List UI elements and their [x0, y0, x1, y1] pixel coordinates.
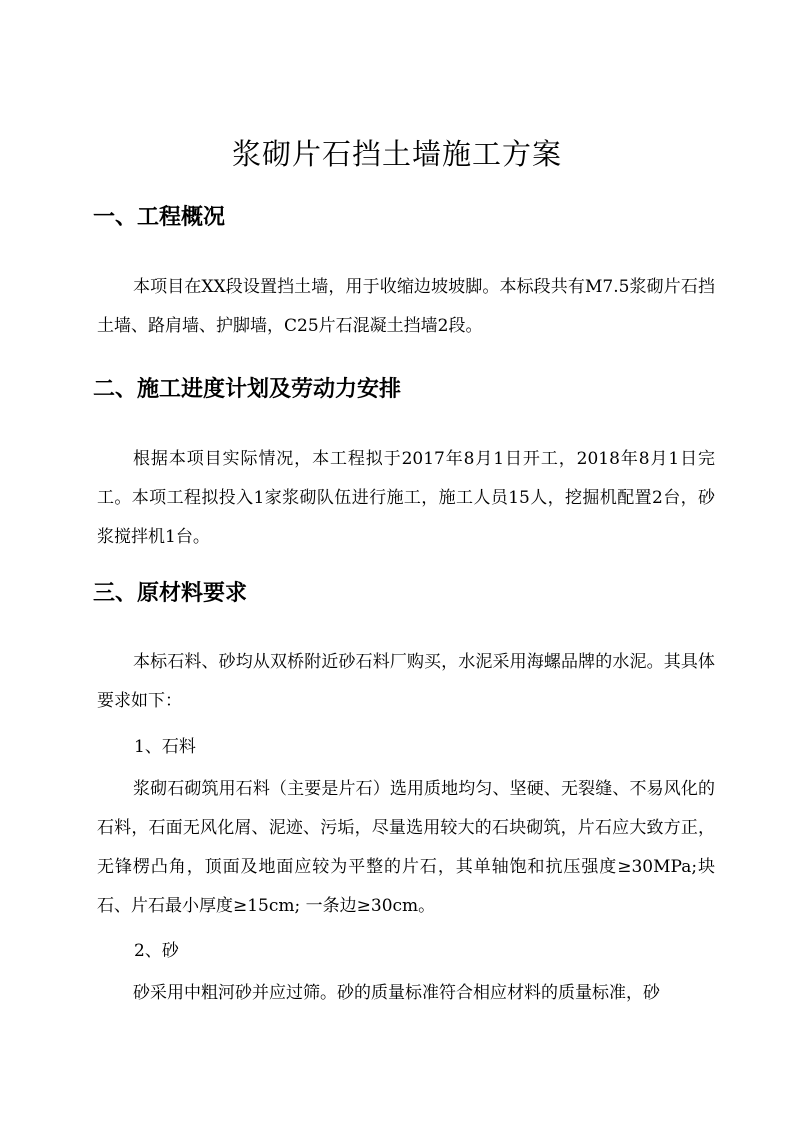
section-heading-schedule: 二、施工进度计划及劳动力安排	[93, 377, 402, 402]
section-paragraph-overview: 本项目在XX段设置挡土墙，用于收缩边坡坡脚。本标段共有M7.5浆砌片石挡土墙、路肩墙、护脚墙，C25片石混凝土挡墙2段。	[97, 277, 715, 336]
section-heading-materials: 三、原材料要求	[93, 581, 248, 606]
section-paragraph-materials: 本标石料、砂均从双桥附近砂石料厂购买，水泥采用海螺品牌的水泥。其具体要求如下：	[97, 652, 715, 711]
subsection-text-stone: 浆砌石砌筑用石料（主要是片石）选用质地均匀、坚硬、无裂缝、不易风化的石料，石面无风化屑、泥迹、污垢，尽量选用较大的石块砌筑，片石应大致方正，无锋楞凸角，顶面及地面应较为平整的片石，其单轴饱和抗压强度≥30MPa;块石、片石最小厚度≥15cm; 一条边≥30cm。	[97, 779, 715, 916]
subsection-label-sand: 2、砂	[134, 941, 179, 961]
section-paragraph-schedule: 根据本项目实际情况，本工程拟于2017年8月1日开工，2018年8月1日完工。本项工程拟投入1家浆砌队伍进行施工，施工人员15人，挖掘机配置2台，砂浆搅拌机1台。	[97, 449, 715, 547]
subsection-text-sand: 砂采用中粗河砂并应过筛。砂的质量标准符合相应材料的质量标准，砂	[133, 983, 660, 1003]
subsection-label-stone: 1、石料	[134, 737, 196, 757]
document-title: 浆砌片石挡土墙施工方案	[231, 137, 562, 171]
section-heading-overview: 一、工程概况	[93, 205, 226, 230]
